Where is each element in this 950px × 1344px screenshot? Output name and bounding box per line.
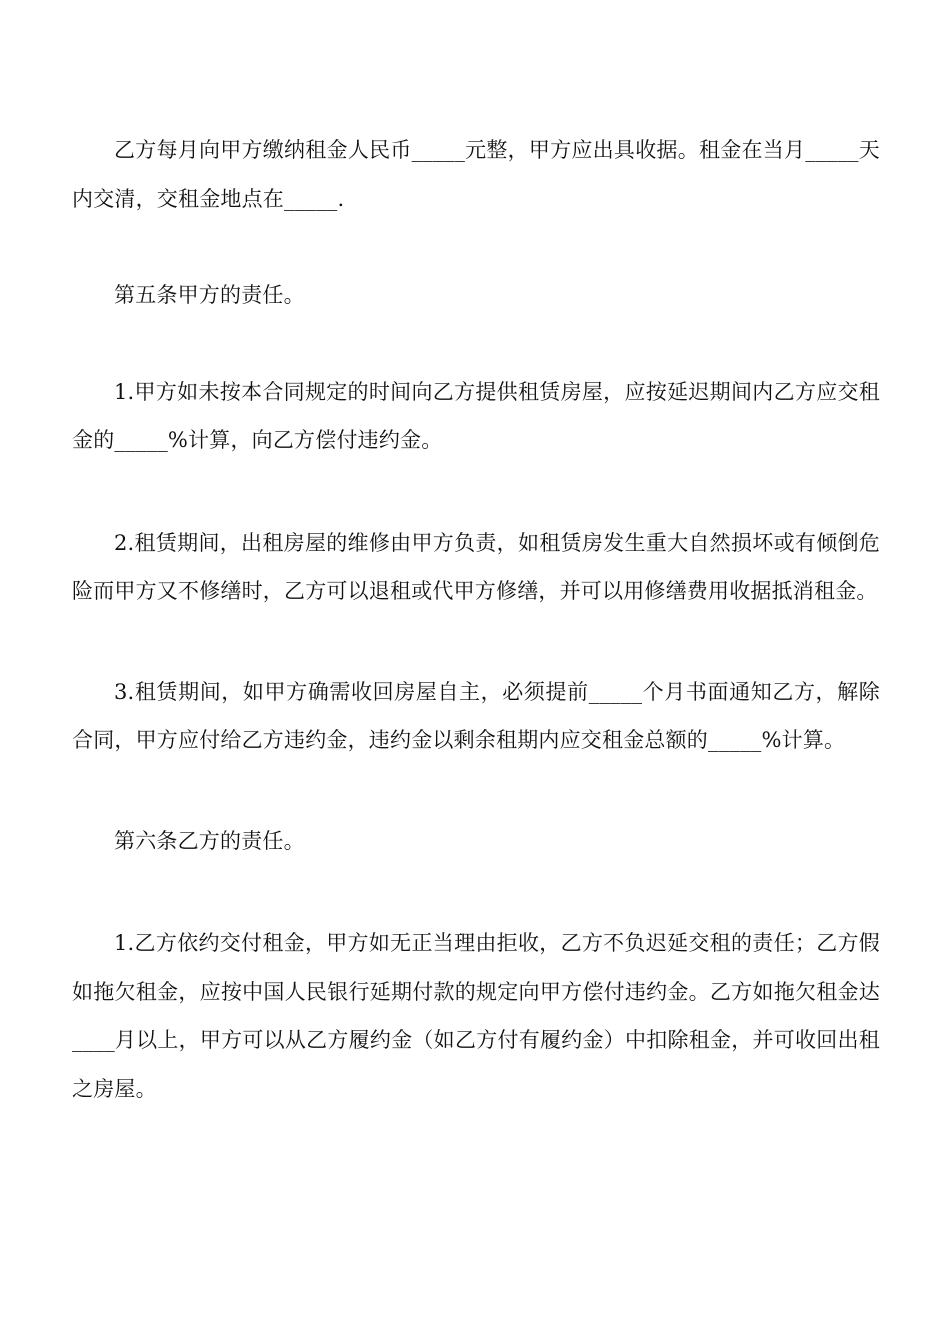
article-5-clause-3: 3.租赁期间，如甲方确需收回房屋自主，必须提前_____个月书面通知乙方，解除合同，甲方应付给乙方违约金，违约金以剩余租期内应交租金总额的_____%计算。 xyxy=(72,679,880,752)
article-5-clause-1: 1.甲方如未按本合同规定的时间向乙方提供租赁房屋，应按延迟期间内乙方应交租金的_____%计算，向乙方偿付违约金。 xyxy=(72,379,880,452)
article-6-heading: 第六条乙方的责任。 xyxy=(114,828,305,853)
document-page xyxy=(72,126,880,1113)
article-5-clause-2: 2.租赁期间，出租房屋的维修由甲方负责，如租赁房发生重大自然损坏或有倾倒危险而甲方又不修缮时，乙方可以退租或代甲方修缮，并可以用修缮费用收据抵消租金。 xyxy=(72,530,880,603)
article-6-clause-1: 1.乙方依约交付租金，甲方如无正当理由拒收，乙方不负迟延交租的责任；乙方假如拖欠租金，应按中国人民银行延期付款的规定向甲方偿付违约金。乙方如拖欠租金达____月以上，甲方可以从乙方履约金（如乙方付有履约金）中扣除租金，并可收回出租之房屋。 xyxy=(72,931,880,1101)
rent-payment-paragraph: 乙方每月向甲方缴纳租金人民币_____元整，甲方应出具收据。租金在当月_____天内交清，交租金地点在_____. xyxy=(72,138,880,211)
article-5-heading: 第五条甲方的责任。 xyxy=(114,283,305,307)
